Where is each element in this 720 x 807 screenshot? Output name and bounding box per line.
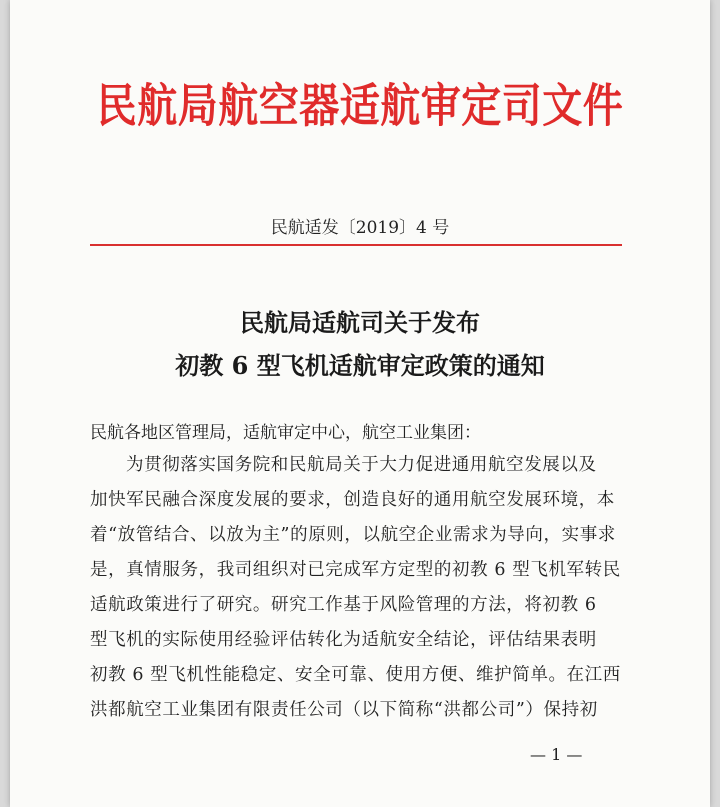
body-line: 初教 6 型飞机性能稳定、安全可靠、使用方便、维护简单。在江西 (90, 665, 621, 685)
body-line: 为贯彻落实国务院和民航局关于大力促进通用航空发展以及 (126, 455, 597, 475)
addressee: 民航各地区管理局，适航审定中心，航空工业集团： (90, 423, 481, 443)
document-header (10, 62, 710, 142)
body-line: 加快军民融合深度发展的要求，创造良好的通用航空发展环境，本 (90, 490, 615, 510)
body-line: 洪都航空工业集团有限责任公司（以下简称“洪都公司”）保持初 (90, 700, 598, 720)
body-line: 适航政策进行了研究。研究工作基于风险管理的方法，将初教 6 (90, 595, 597, 615)
page-number: — 1 — (530, 745, 583, 764)
document-page (10, 0, 710, 807)
document-title-line1: 民航局适航司关于发布 (240, 308, 480, 337)
body-line: 型飞机的实际使用经验评估转化为适航安全结论，评估结果表明 (90, 630, 597, 650)
body-paragraph (90, 448, 650, 728)
red-divider (90, 244, 622, 246)
document-body (90, 448, 650, 728)
document-number: 民航适发〔2019〕4 号 (270, 218, 450, 238)
header-text: 民航局航空器适航审定司文件 (96, 79, 624, 133)
body-line: 着“放管结合、以放为主”的原则，以航空企业需求为导向，实事求 (90, 525, 616, 545)
document-title-line2: 初教 6 型飞机适航审定政策的通知 (175, 351, 545, 380)
body-line: 是，真情服务，我司组织对已完成军方定型的初教 6 型飞机军转民 (90, 560, 621, 580)
